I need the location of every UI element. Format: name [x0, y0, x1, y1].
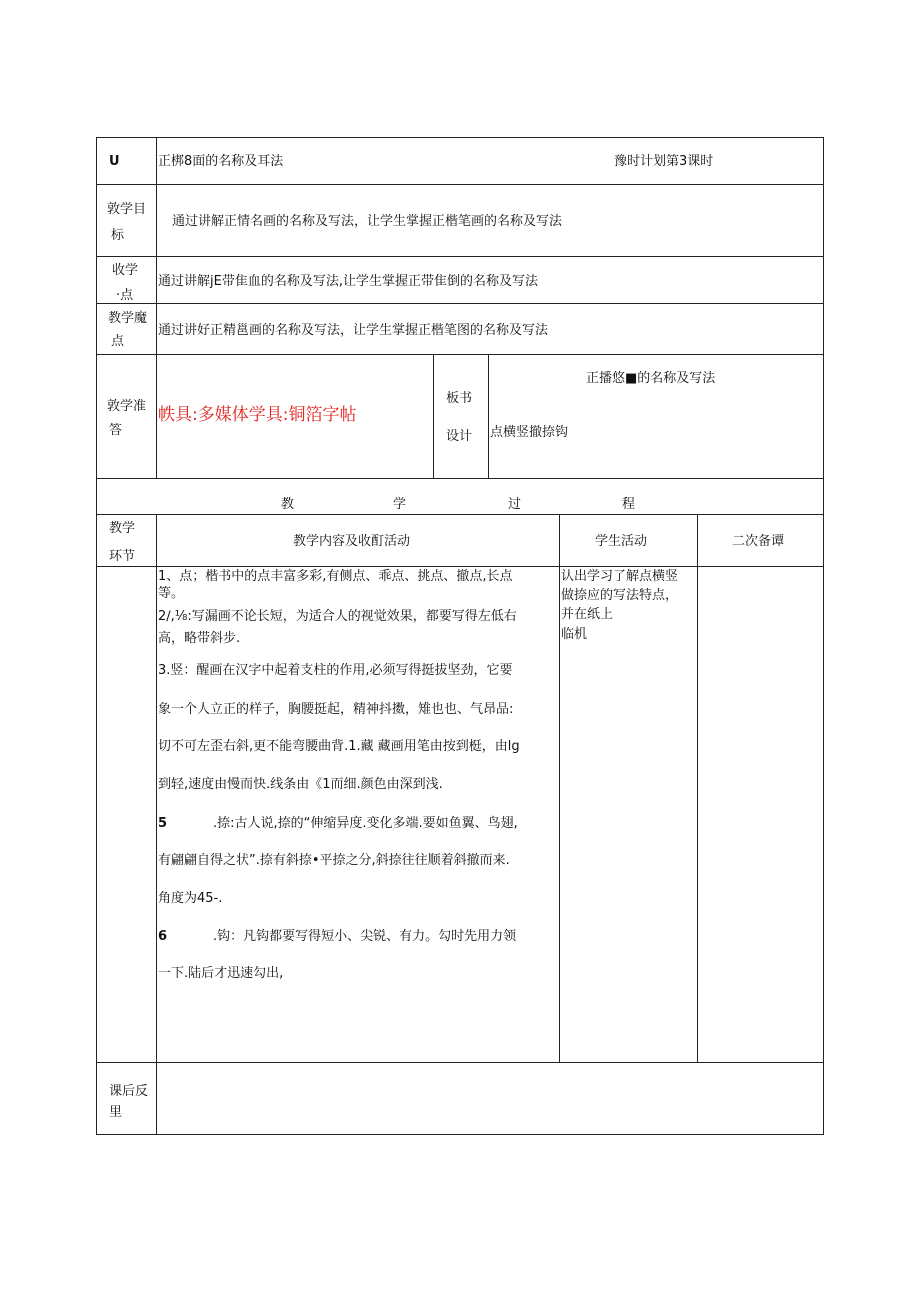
rule-student-left	[559, 514, 560, 1062]
objective-text: 通过讲解正情名画的名称及写法，让学生掌握正楷笔画的名称及写法	[172, 214, 563, 229]
content-header: 教学内容及收酊活动	[293, 534, 411, 549]
process-char-1: 教	[281, 497, 295, 512]
second-header: 二次备谭	[732, 534, 785, 549]
rule-keypoint-bottom	[96, 303, 824, 304]
student-line: 并在纸上	[561, 607, 614, 622]
content-line: .捺:古人说,捺的“伸缩异度.变化多端.要如鱼翼、鸟翅,	[213, 816, 518, 831]
content-line-number: 6	[158, 929, 168, 944]
rule-bottom	[96, 1134, 824, 1135]
content-line: 高，略带斜步.	[158, 631, 241, 646]
rule-left	[96, 137, 97, 1135]
rule-board-left	[433, 354, 434, 478]
rule-board-right	[488, 354, 489, 478]
rule-process-bottom	[96, 514, 824, 515]
content-line: 1、点；楷书中的点丰富多彩,有侧点、乖点、挑点、撤点,长点	[158, 569, 513, 584]
rule-columns-bottom	[96, 566, 824, 567]
reflection-label-2: 里	[109, 1105, 123, 1120]
keypoint-text: 通过讲解jE带隹血的名称及写法,让学生掌握正带隹倒的名称及写法	[158, 274, 538, 289]
student-line: 认出学习了解点横竖	[561, 569, 679, 584]
unit-label: U	[109, 154, 120, 169]
content-line: 到轻,速度由慢而快.线条由《1而细.颜色由深到浅.	[158, 777, 443, 792]
rule-header-bottom	[96, 184, 824, 185]
student-header: 学生活动	[595, 534, 648, 549]
student-line: 做捺应的写法特点，	[561, 588, 679, 603]
objective-label: 敦学目	[107, 202, 147, 217]
student-line: 临机	[561, 627, 588, 642]
keypoint-label-2: ·点	[116, 288, 134, 303]
rule-right	[823, 137, 824, 1135]
reflection-label: 课后反	[109, 1084, 149, 1099]
rule-objective-bottom	[96, 256, 824, 257]
process-char-3: 过	[508, 497, 522, 512]
board-line-1: 正播悠■的名称及写法	[586, 371, 716, 386]
preparation-label: 敦学准	[107, 399, 147, 414]
content-line: 一下.陆后才迅速勾出,	[158, 966, 284, 981]
content-line: 角度为45-.	[158, 891, 223, 906]
content-line: 切不可左歪右斜,更不能弯腰曲背.1.藏 藏画用笔由按到梃，由lg	[158, 739, 520, 754]
content-line-number: 5	[158, 816, 168, 831]
preparation-label-2: 答	[109, 423, 123, 438]
rule-content-bottom	[96, 1062, 824, 1063]
lesson-plan: 豫时计划第3课时	[614, 154, 714, 169]
rule-label-col-a	[156, 137, 157, 478]
objective-label-2: 标	[111, 228, 125, 243]
stage-header-2: 环节	[109, 549, 136, 564]
content-line: 2∕,⅛:写漏画不论长短，为适合人的视觉效果，都要写得左低右	[158, 609, 517, 624]
difficulty-text: 通过讲好正精邕画的名称及写法，让学生掌握正楷笔图的名称及写法	[158, 323, 549, 338]
preparation-text: 帙具:多媒体学具:铜箔字帖	[158, 405, 357, 425]
keypoint-label: 收学	[112, 263, 139, 278]
content-line: 有翩翩自得之状”.捺有斜捺•平捺之分,斜捺往往顺着斜撤而来.	[158, 853, 510, 868]
rule-difficulty-bottom	[96, 354, 824, 355]
board-label: 板书	[446, 391, 473, 406]
content-line: .钩：凡钩都要写得短小、尖锐、有力。勾时先用力领	[213, 929, 517, 944]
process-char-4: 程	[622, 497, 636, 512]
difficulty-label-2: 点	[111, 334, 125, 349]
rule-top	[96, 137, 824, 138]
rule-label-col-b	[156, 514, 157, 1135]
process-char-2: 学	[393, 497, 407, 512]
board-line-2: 点横竖撤捺钩	[490, 425, 569, 440]
lesson-title: 正梆8面的名称及耳法	[158, 154, 284, 169]
rule-preparation-bottom	[96, 478, 824, 479]
content-line: 等。	[158, 586, 185, 601]
content-line: 3.竖：醒画在汉字中起着支柱的作用,必须写得挺拔坚劲，它要	[158, 663, 513, 678]
content-line: 象一个人立正的样子，胸腰挺起，精神抖擞，雉也也、气昂品:	[158, 702, 514, 717]
difficulty-label: 教学魔	[108, 311, 148, 326]
rule-second-left	[697, 514, 698, 1062]
stage-header: 教学	[109, 521, 136, 536]
board-label-2: 设计	[446, 429, 473, 444]
